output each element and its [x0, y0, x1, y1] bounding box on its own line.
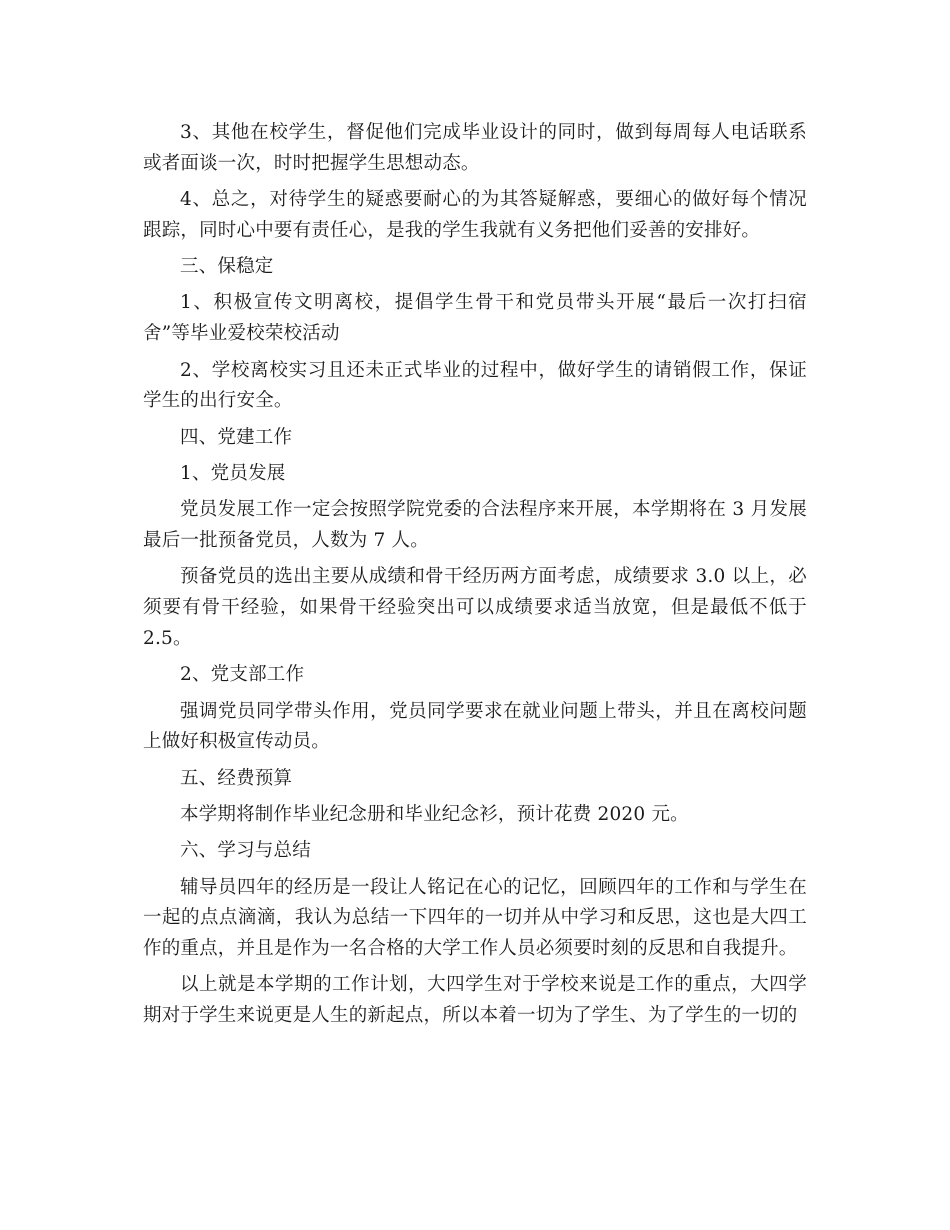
paragraph-party-selection: 预备党员的选出主要从成绩和骨干经历两方面考虑，成绩要求 3.0 以上，必须要有骨干经验，如果骨干经验突出可以成绩要求适当放宽，但是最低不低于 2.5。	[143, 566, 807, 649]
paragraph-item-4: 4、总之，对待学生的疑惑要耐心的为其答疑解惑，要细心的做好每个情况跟踪，同时心中要有责任心，是我的学生我就有义务把他们妥善的安排好。	[143, 189, 807, 241]
paragraph-stable-1: 1、积极宣传文明离校，提倡学生骨干和党员带头开展“最后一次打扫宿舍”等毕业爱校荣校活动	[143, 292, 807, 345]
section-heading-3: 三、保稳定	[180, 256, 274, 278]
paragraph-closing: 以上就是本学期的工作计划，大四学生对于学校来说是工作的重点，大四学期对于学生来说更是人生的新起点，所以本着一切为了学生、为了学生的一切的	[143, 974, 807, 1027]
section-heading-5: 五、经费预算	[180, 767, 293, 789]
paragraph-budget: 本学期将制作毕业纪念册和毕业纪念衫，预计花费 2020 元。	[180, 803, 689, 825]
paragraph-party-development: 党员发展工作一定会按照学院党委的合法程序来开展，本学期将在 3 月发展最后一批预备党员，人数为 7 人。	[143, 499, 807, 552]
subsection-heading-party-development: 1、党员发展	[180, 462, 286, 484]
paragraph-item-3: 3、其他在校学生，督促他们完成毕业设计的同时，做到每周每人电话联系或者面谈一次，时时把握学生思想动态。	[143, 122, 807, 174]
section-heading-6: 六、学习与总结	[180, 840, 311, 862]
document-body	[143, 118, 807, 1032]
paragraph-summary: 辅导员四年的经历是一段让人铭记在心的记忆，回顾四年的工作和与学生在一起的点点滴滴，我认为总结一下四年的一切并从中学习和反思，这也是大四工作的重点，并且是作为一名合格的大学工作人员必须要时刻的反思和自我提升。	[143, 876, 807, 960]
subsection-heading-party-branch: 2、党支部工作	[180, 664, 305, 686]
paragraph-party-branch: 强调党员同学带头作用，党员同学要求在就业问题上带头，并且在离校问题上做好积极宣传动员。	[143, 700, 807, 753]
paragraph-stable-2: 2、学校离校实习且还未正式毕业的过程中，做好学生的请销假工作，保证学生的出行安全。	[143, 359, 807, 412]
section-heading-4: 四、党建工作	[180, 426, 293, 448]
